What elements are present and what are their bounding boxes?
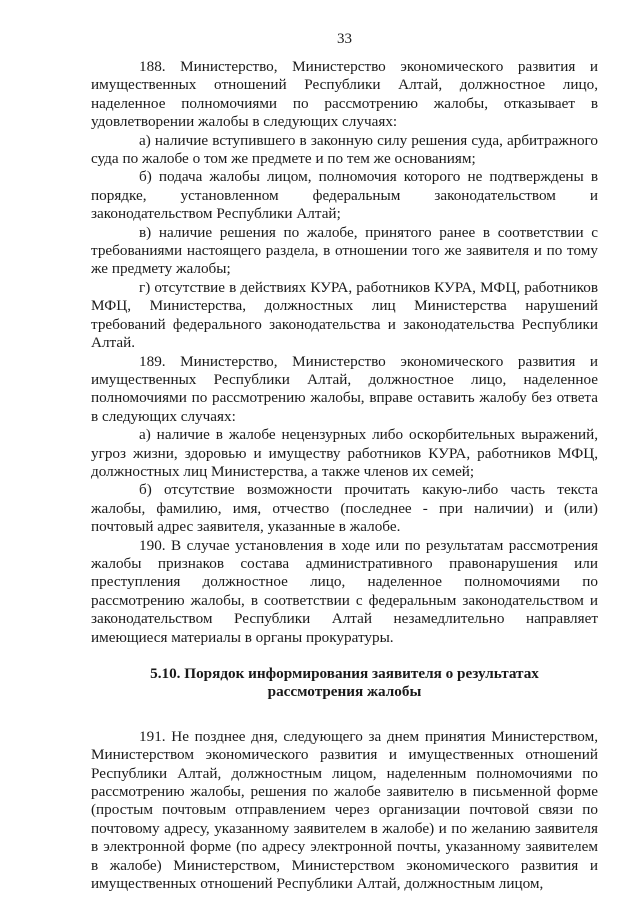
paragraph-188-v: в) наличие решения по жалобе, принятого ранее в соответствии с требованиями настоящего раздела, в отношении того же заявителя и по тому же предмету жалобы; xyxy=(91,223,598,278)
paragraph-189: 189. Министерство, Министерство экономического развития и имущественных Республики Алтай, должностное лицо, наделенное полномочиями по рассмотрению жалобы, вправе оставить жалобу без ответа в следующих случаях: xyxy=(91,352,598,425)
paragraph-189-a: а) наличие в жалобе нецензурных либо оскорбительных выражений, угроз жизни, здоровью и имуществу работников КУРА, работников МФЦ, должностных лиц Министерства, а также членов их семей; xyxy=(91,426,598,480)
paragraph-188-g: г) отсутствие в действиях КУРА, работников КУРА, МФЦ, работников МФЦ, Министерства, должностных лиц Министерства нарушений требований федерального законодательства и законодательства Республики Алтай. xyxy=(91,278,598,352)
page-number: 33 xyxy=(337,31,352,47)
section-title: 5.10. Порядок информирования заявителя о результатах рассмотрения жалобы xyxy=(150,665,539,701)
paragraph-191: 191. Не позднее дня, следующего за днем принятия Министерством, Министерством экономического развития и имущественных отношений Республики Алтай, должностным лицом, наделенным полномочиями по рассмотрению жалобы, решения по жалобе заявителю в письменной форме (простым почтовым отправлением через организации почтовой связи по почтовому адресу, указанному заявителем в жалобе) и по желанию заявителя в электронной форме (по адресу электронной почты, указанному заявителем в жалобе) Министерством, Министерством экономического развития и имущественных отношений Республики Алтай, должностным лицом, xyxy=(91,727,598,893)
paragraph-188: 188. Министерство, Министерство экономического развития и имущественных отношений Республики Алтай, должностное лицо, наделенное полномочиями по рассмотрению жалобы, отказывает в удовлетворении жалобы в следующих случаях: xyxy=(91,58,598,131)
paragraph-188-b: б) подача жалобы лицом, полномочия которого не подтверждены в порядке, установленном федеральным законодательством и законодательством Республики Алтай; xyxy=(91,168,598,223)
paragraph-189-b: б) отсутствие возможности прочитать какую-либо часть текста жалобы, фамилию, имя, отчество (последнее - при наличии) и (или) почтовый адрес заявителя, указанные в жалобе. xyxy=(91,481,598,536)
document-page xyxy=(91,30,598,893)
paragraph-190: 190. В случае установления в ходе или по результатам рассмотрения жалобы признаков состава административного правонарушения или преступления должностное лицо, наделенное полномочиями по рассмотрению жалобы, в соответствии с федеральным законодательством и законодательством Республики Алтай незамедлительно направляет имеющиеся материалы в органы прокуратуры. xyxy=(91,536,598,646)
paragraph-188-a: а) наличие вступившего в законную силу решения суда, арбитражного суда по жалобе о том же предмете и по тем же основаниям; xyxy=(91,131,598,168)
